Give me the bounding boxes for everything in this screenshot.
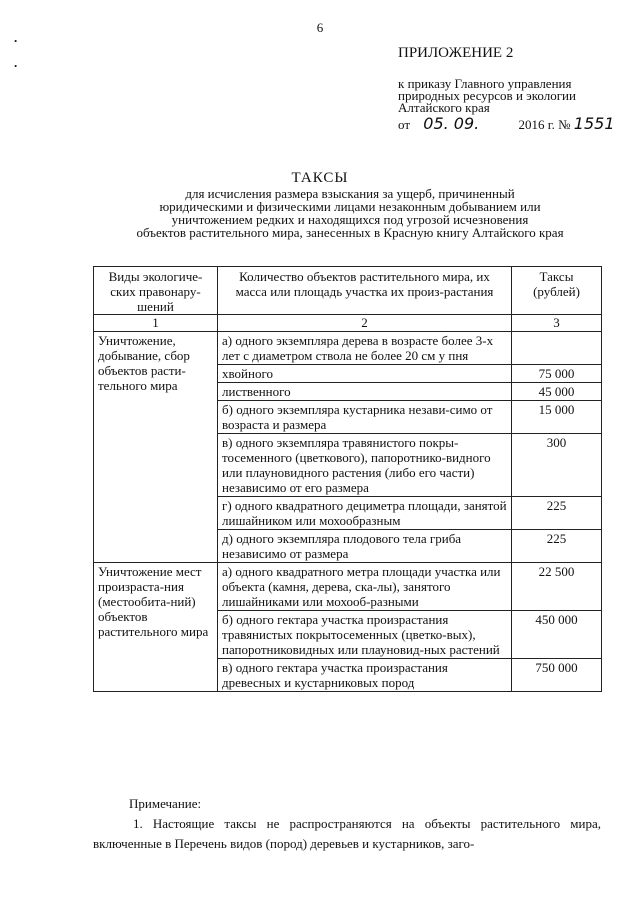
column-number-row [94,315,602,332]
order-line: природных ресурсов и экологии [398,88,576,103]
header-rate: Таксы (рублей) [512,267,602,315]
description-cell: лиственного [218,383,512,401]
handwritten-date: 05. 09. [423,114,480,133]
rate-cell [512,332,602,365]
column-number: 1 [94,315,218,332]
subtitle-line: юридическими и физическими лицами незаконным добыванием или [159,199,541,214]
rate-cell: 22 500 [512,563,602,611]
description-cell: хвойного [218,365,512,383]
order-line: к приказу Главного управления [398,76,572,91]
rate-cell: 75 000 [512,365,602,383]
notes-section [93,796,601,854]
description-cell: б) одного экземпляра кустарника незави-симо от возраста и размера [218,401,512,434]
description-cell: д) одного экземпляра плодового тела гриба независимо от размера [218,530,512,563]
document-title: ТАКСЫ [291,170,349,186]
rate-cell: 450 000 [512,611,602,659]
margin-mark: . [14,55,18,70]
rate-cell: 300 [512,434,602,497]
order-date-line [398,114,615,133]
note-paragraph: 1. Настоящие таксы не распространяются на объекты растительного мира, включенные в Перечень видов (пород) деревьев и кустарников, заго- [93,816,601,851]
page-number: 6 [316,20,324,35]
violation-type-cell: Уничтожение, добывание, сбор объектов расти-тельного мира [94,332,218,563]
column-number: 2 [218,315,512,332]
rate-cell: 750 000 [512,659,602,692]
margin-mark: . [14,30,18,45]
header-violation-type: Виды экологиче-ских правонару-шений [94,267,218,315]
rate-cell: 45 000 [512,383,602,401]
violation-type-cell: Уничтожение мест произраста-ния (местообита-ний) объектов растительного мира [94,563,218,692]
date-prefix: от [398,117,411,132]
year-text: 2016 г. № [518,117,571,132]
table-row [94,563,602,611]
notes-heading: Примечание: [129,796,202,811]
appendix-title: ПРИЛОЖЕНИЕ 2 [398,45,514,61]
table-row [94,332,602,365]
description-cell: в) одного гектара участка произрастания древесных и кустарниковых пород [218,659,512,692]
table-header-row [94,267,602,315]
rate-cell: 15 000 [512,401,602,434]
order-line: Алтайского края [398,100,490,115]
description-cell: г) одного квадратного дециметра площади, занятой лишайником или мохообразным [218,497,512,530]
subtitle-line: для исчисления размера взыскания за ущерб, причиненный [185,186,515,201]
description-cell: а) одного экземпляра дерева в возрасте более 3-х лет с диаметром ствола не более 20 см у пня [218,332,512,365]
subtitle-line: объектов растительного мира, занесенных в Красную книгу Алтайского края [136,225,564,240]
rate-cell: 225 [512,530,602,563]
rate-cell: 225 [512,497,602,530]
document-subtitle [100,187,600,239]
tax-table [93,266,602,692]
order-reference [398,78,618,114]
description-cell: б) одного гектара участка произрастания травянистых покрытосеменных (цветко-вых), папоротниковидных или плауновид-ных растений [218,611,512,659]
handwritten-number: 1551 [573,114,615,133]
description-cell: а) одного квадратного метра площади участка или объекта (камня, дерева, ска-лы), занятого лишайниками или мохооб-разными [218,563,512,611]
header-quantity: Количество объектов растительного мира, их масса или площадь участка их произ-растания [218,267,512,315]
subtitle-line: уничтожением редких и находящихся под угрозой исчезновения [171,212,529,227]
column-number: 3 [512,315,602,332]
description-cell: в) одного экземпляра травянистого покры-тосеменного (цветкового), папоротнико-видного или плауновидного растения (либо его части) независимо от его размера [218,434,512,497]
